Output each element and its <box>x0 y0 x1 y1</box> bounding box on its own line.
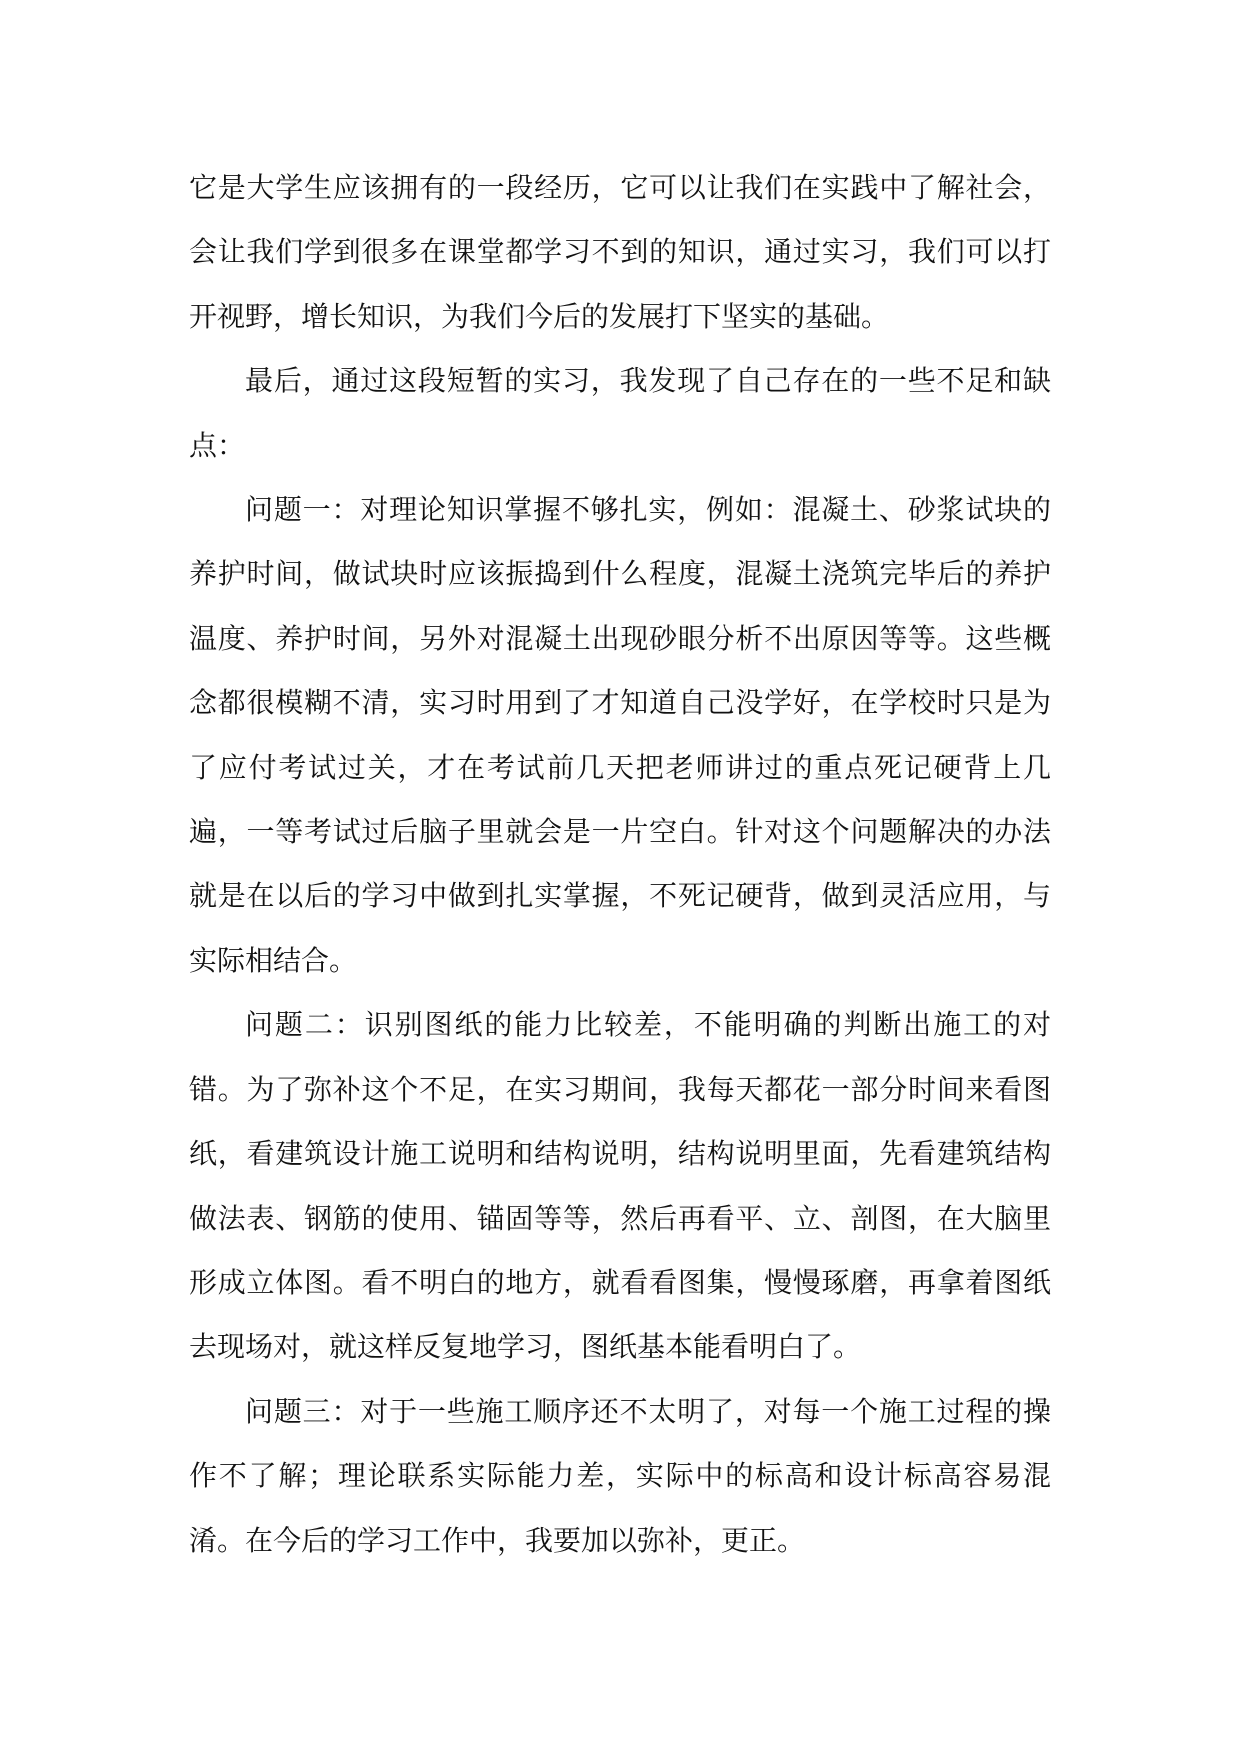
paragraph-conclusion-intro: 最后，通过这段短暂的实习，我发现了自己存在的一些不足和缺点： <box>189 364 1051 462</box>
document-body <box>189 156 1051 1573</box>
paragraph-problem-two: 问题二：识别图纸的能力比较差，不能明确的判断出施工的对错。为了弥补这个不足，在实习期间，我每天都花一部分时间来看图纸，看建筑设计施工说明和结构说明，结构说明里面，先看建筑结构做法表、钢筋的使用、锚固等等，然后再看平、立、剖图，在大脑里形成立体图。看不明白的地方，就看看图集，慢慢琢磨，再拿着图纸去现场对，就这样反复地学习，图纸基本能看明白了。 <box>189 1008 1051 1364</box>
paragraph-problem-three: 问题三：对于一些施工顺序还不太明了，对每一个施工过程的操作不了解；理论联系实际能力差，实际中的标高和设计标高容易混淆。在今后的学习工作中，我要加以弥补，更正。 <box>189 1394 1051 1557</box>
paragraph-problem-one: 问题一：对理论知识掌握不够扎实，例如：混凝土、砂浆试块的养护时间，做试块时应该振捣到什么程度，混凝土浇筑完毕后的养护温度、养护时间，另外对混凝土出现砂眼分析不出原因等等。这些概念都很模糊不清，实习时用到了才知道自己没学好，在学校时只是为了应付考试过关，才在考试前几天把老师讲过的重点死记硬背上几遍，一等考试过后脑子里就会是一片空白。针对这个问题解决的办法就是在以后的学习中做到扎实掌握，不死记硬背，做到灵活应用，与实际相结合。 <box>189 493 1051 977</box>
paragraph-continuation: 它是大学生应该拥有的一段经历，它可以让我们在实践中了解社会，会让我们学到很多在课堂都学习不到的知识，通过实习，我们可以打开视野，增长知识，为我们今后的发展打下坚实的基础。 <box>189 171 1051 333</box>
